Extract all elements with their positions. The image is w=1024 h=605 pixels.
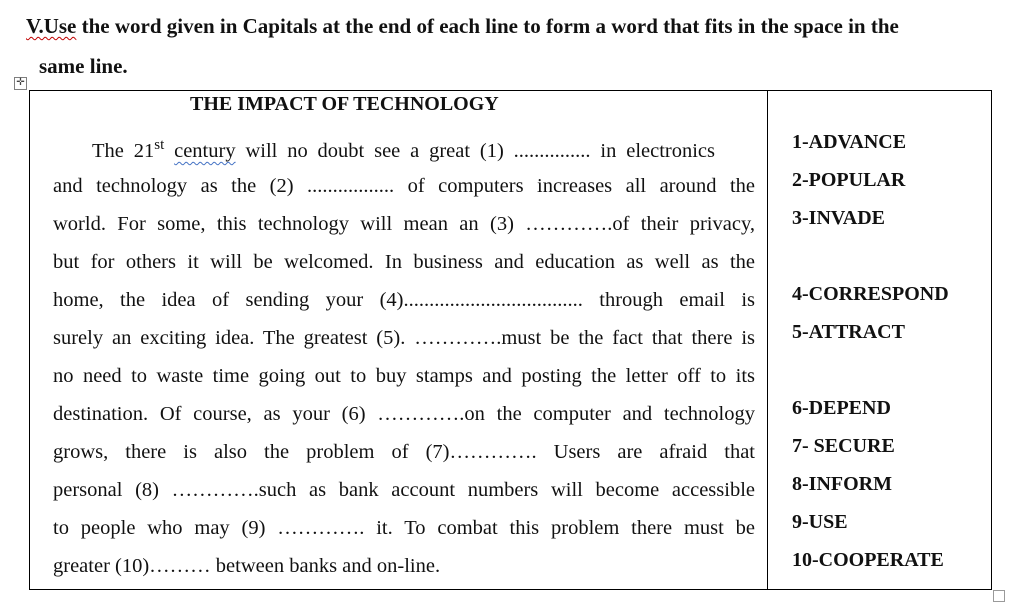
passage-line: no need to waste time going out to buy stamps and posting the letter off to its: [53, 365, 755, 387]
answer-word: 7- SECURE: [792, 435, 895, 457]
passage-line: personal (8) ………….such as bank account numbers will become accessible: [53, 479, 755, 501]
answer-word: 3-INVADE: [792, 207, 885, 229]
answer-word: 9-USE: [792, 511, 848, 533]
column-divider: [767, 90, 768, 590]
answer-word: 1-ADVANCE: [792, 131, 907, 153]
passage-line: but for others it will be welcomed. In business and education as well as the: [53, 251, 755, 273]
table-move-handle-icon[interactable]: ✛: [14, 77, 27, 90]
answer-word: 2-POPULAR: [792, 169, 906, 191]
passage-line-1: [92, 137, 715, 163]
line1-superscript: st: [154, 137, 165, 153]
instruction-line-2: same line.: [39, 54, 128, 78]
passage-line: greater (10)……… between banks and on-line.: [53, 555, 441, 577]
passage-line: destination. Of course, as your (6) ………….on the computer and technology: [53, 403, 755, 425]
passage-line: world. For some, this technology will mean an (3) ………….of their privacy,: [53, 213, 755, 235]
answer-word: 5-ATTRACT: [792, 321, 905, 343]
line1-after: will no doubt see a great (1) ............... in electronics: [235, 139, 716, 162]
passage-line: home, the idea of sending your (4)................................... through email is: [53, 289, 755, 311]
line1-word: century: [174, 139, 236, 162]
passage-line[interactable]: grows, there is also the problem of (7)…………. Users are afraid that: [53, 441, 755, 463]
instruction-text: the word given in Capitals at the end of each line to form a word that fits in the space in the: [76, 14, 899, 38]
passage-line: to people who may (9) …………. it. To combat this problem there must be: [53, 517, 755, 539]
answer-word: 10-COOPERATE: [792, 549, 944, 571]
passage-line: and technology as the (2) ................. of computers increases all around the: [53, 175, 755, 197]
instruction-line-1: [26, 14, 899, 39]
answer-word: 6-DEPEND: [792, 397, 891, 419]
table-resize-handle-icon[interactable]: [993, 590, 1005, 602]
passage-line: surely an exciting idea. The greatest (5). ………….must be the fact that there is: [53, 327, 755, 349]
instruction-prefix: V.Use: [26, 14, 77, 38]
answer-word: 4-CORRESPOND: [792, 283, 949, 305]
passage-title: THE IMPACT OF TECHNOLOGY: [190, 93, 499, 115]
answer-word: 8-INFORM: [792, 473, 892, 495]
line1-before: The 21: [92, 139, 155, 162]
